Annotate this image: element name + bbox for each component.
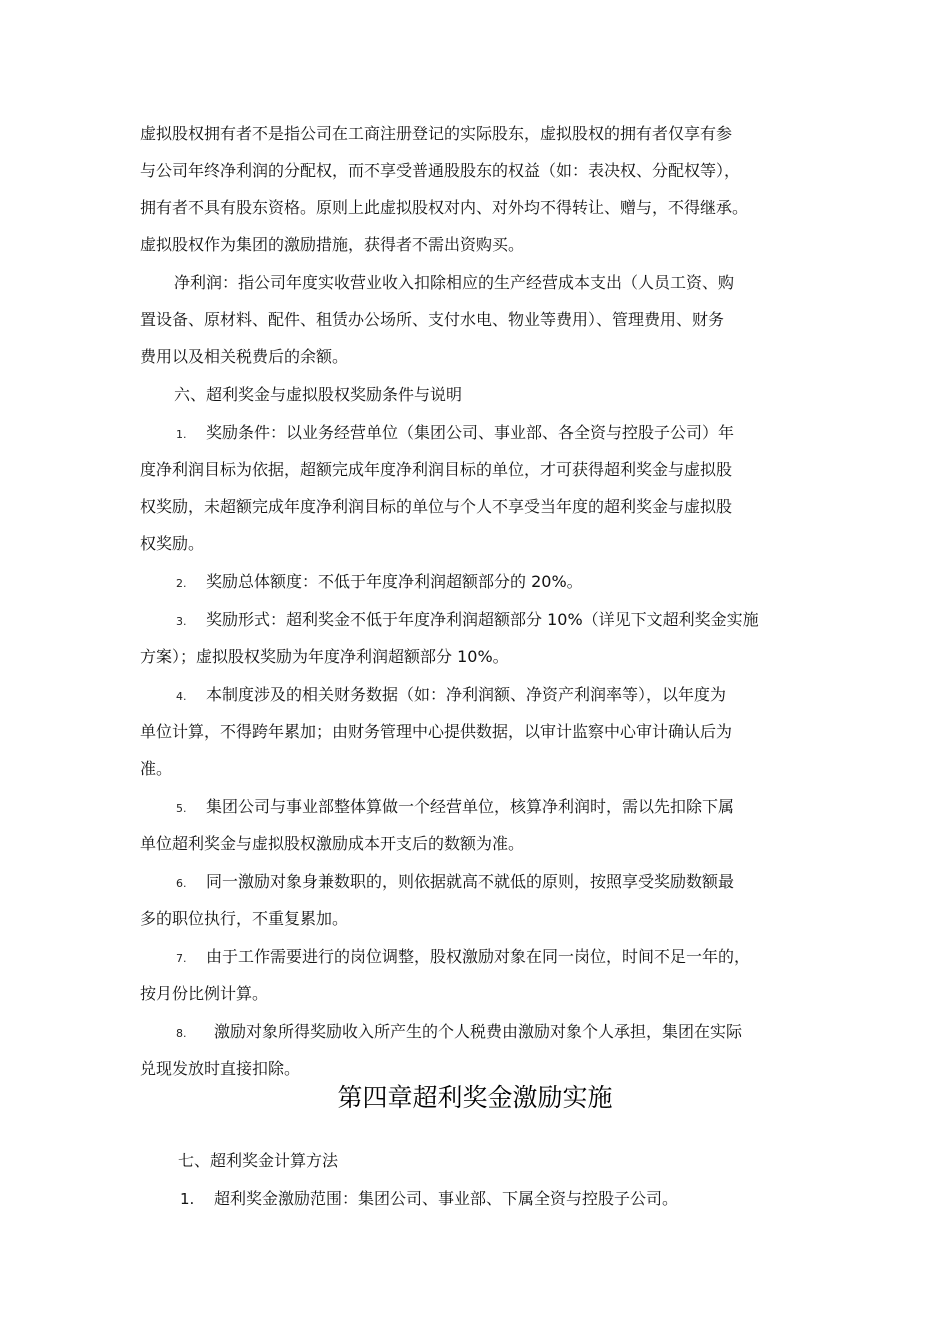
net-profit-line-2: 置设备、原材料、配件、租赁办公场所、支付水电、物业等费用）、管理费用、财务 <box>140 310 725 329</box>
item-3-number: 3. <box>176 615 187 628</box>
section-6-heading: 六、超利奖金与虚拟股权奖励条件与说明 <box>174 385 463 404</box>
section-7-item-1-number: 1. <box>180 1190 195 1208</box>
section-7-item-1-text: 超利奖金激励范围：集团公司、事业部、下属全资与控股子公司。 <box>214 1189 679 1208</box>
item-5-line-2: 单位超利奖金与虚拟股权激励成本开支后的数额为准。 <box>140 834 525 853</box>
item-6-text: 同一激励对象身兼数职的，则依据就高不就低的原则，按照享受奖励数额最 <box>206 872 735 891</box>
item-3-text: 奖励形式：超利奖金不低于年度净利润超额部分 10%（详见下文超利奖金实施 <box>206 610 759 629</box>
item-6-line-1 <box>176 872 866 894</box>
virtual-equity-line-1: 虚拟股权拥有者不是指公司在工商注册登记的实际股东，虚拟股权的拥有者仅享有参 <box>140 124 733 143</box>
item-2-text: 奖励总体额度：不低于年度净利润超额部分的 20%。 <box>206 572 583 591</box>
item-7-text: 由于工作需要进行的岗位调整，股权激励对象在同一岗位，时间不足一年的， <box>206 947 751 966</box>
item-8-line-1 <box>176 1022 866 1044</box>
item-3-line-1 <box>176 610 866 632</box>
item-5-text: 集团公司与事业部整体算做一个经营单位，核算净利润时，需以先扣除下属 <box>206 797 735 816</box>
item-1-text: 奖励条件：以业务经营单位（集团公司、事业部、各全资与控股子公司）年 <box>206 423 735 442</box>
item-1-number: 1. <box>176 428 187 441</box>
item-6-number: 6. <box>176 877 187 890</box>
virtual-equity-line-3: 拥有者不具有股东资格。原则上此虚拟股权对内、对外均不得转让、赠与，不得继承。 <box>140 198 749 217</box>
chapter-title: 第四章超利奖金激励实施 <box>337 1083 613 1112</box>
virtual-equity-line-2: 与公司年终净利润的分配权，而不享受普通股股东的权益（如：表决权、分配权等）， <box>140 161 741 180</box>
item-7-line-1 <box>176 947 866 969</box>
item-7-line-2: 按月份比例计算。 <box>140 984 269 1003</box>
item-5-number: 5. <box>176 802 187 815</box>
item-4-line-3: 准。 <box>140 759 173 778</box>
item-4-text: 本制度涉及的相关财务数据（如：净利润额、净资产利润率等），以年度为 <box>206 685 727 704</box>
item-4-line-1 <box>176 685 866 707</box>
item-4-line-2: 单位计算，不得跨年累加；由财务管理中心提供数据，以审计监察中心审计确认后为 <box>140 722 733 741</box>
section-7-item-1 <box>180 1189 870 1209</box>
item-8-line-2: 兑现发放时直接扣除。 <box>140 1059 301 1078</box>
item-1-line-2: 度净利润目标为依据，超额完成年度净利润目标的单位，才可获得超利奖金与虚拟股 <box>140 460 733 479</box>
item-4-number: 4. <box>176 690 187 703</box>
net-profit-line-3: 费用以及相关税费后的余额。 <box>140 347 349 366</box>
item-2-line-1 <box>176 572 866 594</box>
virtual-equity-line-4: 虚拟股权作为集团的激励措施，获得者不需出资购买。 <box>140 235 525 254</box>
item-1-line-1 <box>176 423 866 445</box>
item-5-line-1 <box>176 797 866 819</box>
item-8-number: 8. <box>176 1027 187 1040</box>
item-6-line-2: 多的职位执行，不重复累加。 <box>140 909 349 928</box>
item-8-text: 激励对象所得奖励收入所产生的个人税费由激励对象个人承担，集团在实际 <box>214 1022 743 1041</box>
item-3-line-2: 方案）；虚拟股权奖励为年度净利润超额部分 10%。 <box>140 647 509 666</box>
item-2-number: 2. <box>176 577 187 590</box>
net-profit-line-1: 净利润：指公司年度实收营业收入扣除相应的生产经营成本支出（人员工资、购 <box>174 273 735 292</box>
item-1-line-4: 权奖励。 <box>140 534 205 553</box>
section-7-heading: 七、超利奖金计算方法 <box>178 1151 339 1170</box>
item-7-number: 7. <box>176 952 187 965</box>
item-1-line-3: 权奖励，未超额完成年度净利润目标的单位与个人不享受当年度的超利奖金与虚拟股 <box>140 497 733 516</box>
